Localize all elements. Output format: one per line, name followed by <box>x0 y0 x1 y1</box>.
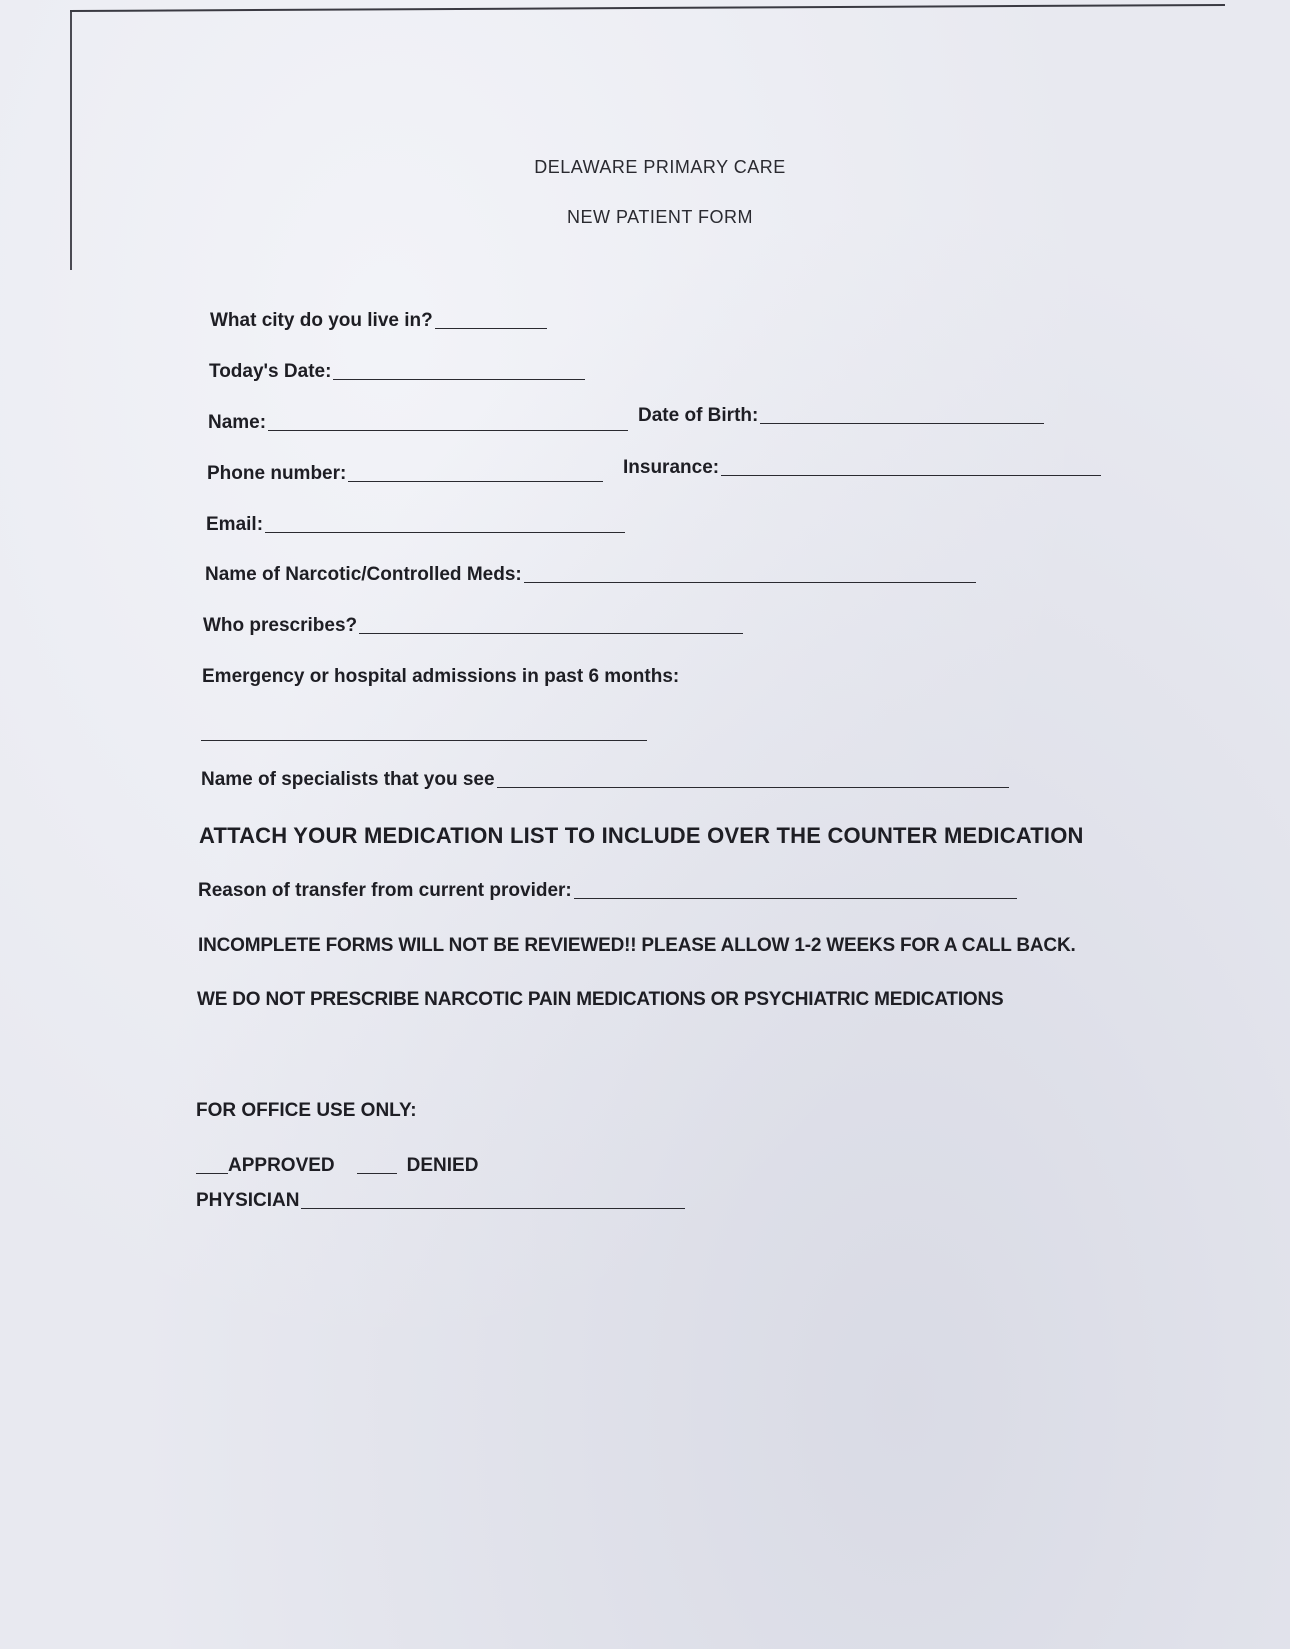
attach-medication-notice <box>199 823 1084 849</box>
approval-row <box>196 1155 478 1177</box>
specialists-blank[interactable] <box>497 786 1009 788</box>
name-blank[interactable] <box>268 429 628 431</box>
no-narcotics-notice <box>197 989 1004 1011</box>
no-narcotics-text: WE DO NOT PRESCRIBE NARCOTIC PAIN MEDICATIONS OR PSYCHIATRIC MEDICATIONS <box>197 989 1004 1010</box>
city-field <box>210 310 547 332</box>
insurance-label: Insurance: <box>623 457 720 478</box>
name-label: Name: <box>208 412 267 433</box>
dob-blank[interactable] <box>760 422 1044 424</box>
dob-label: Date of Birth: <box>638 405 759 426</box>
who-prescribes-field <box>203 615 743 637</box>
narcotic-meds-blank[interactable] <box>524 581 976 583</box>
incomplete-forms-text: INCOMPLETE FORMS WILL NOT BE REVIEWED!! PLEASE ALLOW 1-2 WEEKS FOR A CALL BACK. <box>198 935 1076 956</box>
who-prescribes-label: Who prescribes? <box>203 615 358 636</box>
name-field <box>208 412 628 434</box>
phone-field <box>207 463 603 485</box>
phone-label: Phone number: <box>207 463 347 484</box>
specialists-field <box>201 769 1009 791</box>
er-admissions-field <box>202 666 679 688</box>
physician-label: PHYSICIAN <box>196 1190 300 1211</box>
who-prescribes-blank[interactable] <box>359 632 743 634</box>
approved-label: APPROVED <box>228 1155 335 1176</box>
incomplete-forms-notice <box>198 935 1076 957</box>
er-admissions-label: Emergency or hospital admissions in past 6 months: <box>202 666 680 687</box>
approved-blank[interactable] <box>196 1172 228 1174</box>
todays-date-label: Today's Date: <box>209 361 332 382</box>
office-use-heading <box>196 1100 417 1122</box>
email-field <box>206 514 625 536</box>
form-title: NEW PATIENT FORM <box>567 207 753 227</box>
specialists-label: Name of specialists that you see <box>201 769 495 790</box>
insurance-blank[interactable] <box>721 474 1101 476</box>
city-blank[interactable] <box>435 327 547 329</box>
narcotic-meds-label: Name of Narcotic/Controlled Meds: <box>205 564 522 585</box>
dob-field <box>638 405 1044 427</box>
denied-label: DENIED <box>406 1155 479 1176</box>
denied-blank[interactable] <box>357 1172 397 1174</box>
todays-date-field <box>209 361 585 383</box>
narcotic-meds-field <box>205 564 976 586</box>
frame-top-border <box>70 4 1225 12</box>
city-label: What city do you live in? <box>210 310 433 331</box>
office-use-heading-text: FOR OFFICE USE ONLY: <box>196 1100 417 1121</box>
er-admissions-blank[interactable] <box>201 740 647 741</box>
attach-medication-text: ATTACH YOUR MEDICATION LIST TO INCLUDE OVER THE COUNTER MEDICATION <box>199 823 1084 848</box>
todays-date-blank[interactable] <box>333 378 585 380</box>
physician-blank[interactable] <box>301 1207 685 1209</box>
transfer-reason-field <box>198 880 1017 902</box>
physician-field <box>196 1190 685 1212</box>
email-label: Email: <box>206 514 264 535</box>
insurance-field <box>623 457 1101 479</box>
transfer-reason-blank[interactable] <box>574 897 1017 899</box>
frame-left-border <box>70 12 72 270</box>
clinic-name: DELAWARE PRIMARY CARE <box>534 157 786 177</box>
email-blank[interactable] <box>265 531 625 533</box>
transfer-reason-label: Reason of transfer from current provider: <box>198 880 572 901</box>
phone-blank[interactable] <box>348 480 603 482</box>
